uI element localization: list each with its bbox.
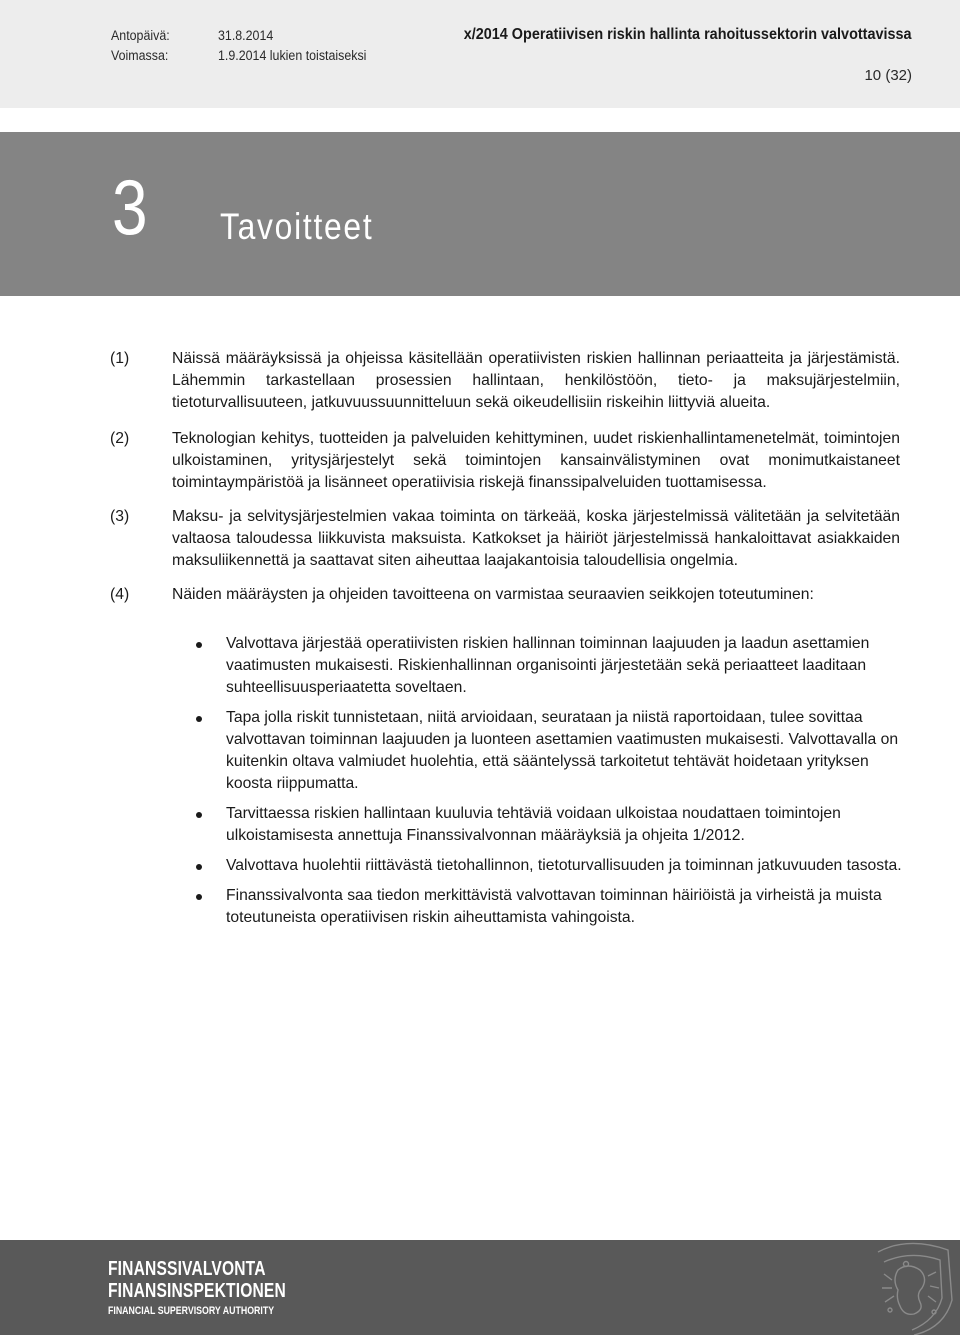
logo-line-finnish: FINANSSIVALVONTA [108, 1258, 266, 1280]
authority-logo [108, 1258, 336, 1318]
valid-from-value: 1.9.2014 lukien toistaiseksi [218, 48, 367, 63]
list-item [196, 803, 916, 847]
logo-line-swedish: FINANSINSPEKTIONEN [108, 1280, 286, 1302]
bullet-icon [196, 716, 202, 722]
bullet-icon [196, 894, 202, 900]
bullet-icon [196, 642, 202, 648]
list-item [196, 707, 916, 795]
list-item-text: Tapa jolla riskit tunnistetaan, niitä arvioidaan, seurataan ja niistä raportoidaan, tulee sovittaa valvottavan toiminnan laajuuden ja luonteen asettamien vaatimusten mukaisesti. Valvottavalla on kuitenkin oltava valmiudet huolehtia, että sääntelyssä tarkoitetut tehtävät hoidetaan yrityksen koosta riippumatta. [226, 709, 899, 792]
page-number: 10 (32) [864, 67, 912, 84]
list-item-text: Valvottava huolehtii riittävästä tietohallinnon, tietoturvallisuuden ja toiminnan jatkuvuuden tasosta. [226, 857, 902, 874]
paragraph-1 [110, 348, 900, 414]
list-item [196, 885, 916, 929]
paragraph-number: (1) [110, 350, 130, 367]
list-item [196, 855, 916, 877]
paragraph-2 [110, 428, 900, 494]
document-title: x/2014 Operatiivisen riskin hallinta rahoitussektorin valvottavissa [464, 26, 912, 43]
list-item [196, 633, 916, 699]
paragraph-4 [110, 584, 900, 606]
lion-coat-of-arms-icon [848, 1240, 960, 1335]
paragraph-number: (4) [110, 586, 130, 603]
paragraph-number: (2) [110, 430, 130, 447]
document-header [0, 0, 960, 108]
valid-from-label: Voimassa: [111, 48, 169, 63]
objectives-list [196, 633, 916, 937]
bullet-icon [196, 864, 202, 870]
logo-line-english: FINANCIAL SUPERVISORY AUTHORITY [108, 1305, 275, 1317]
bullet-icon [196, 812, 202, 818]
list-item-text: Finanssivalvonta saa tiedon merkittävistä valvottavan toiminnan häiriöistä ja virheistä ja muista toteutuneista operatiivisen riskin aiheuttamista vahingoista. [226, 887, 882, 926]
list-item-text: Tarvittaessa riskien hallintaan kuuluvia tehtäviä voidaan ulkoistaa noudattaen toimintojen ulkoistamisesta annettuja Finanssivalvonnan määräyksiä ja ohjeita 1/2012. [226, 805, 841, 844]
adopted-date-label: Antopäivä: [111, 28, 170, 43]
list-item-text: Valvottava järjestää operatiivisten riskien hallinnan toiminnan laajuuden ja laadun asettamien vaatimusten mukaisesti. Riskienhallinnan organisointi järjestetään sekä periaatteet laaditaan suhteellisuusperiaatetta soveltaen. [226, 635, 870, 696]
chapter-title: Tavoitteet [220, 206, 374, 247]
paragraph-text: Teknologian kehitys, tuotteiden ja palveluiden kehittyminen, uudet riskienhallintamenetelmät, toimintojen ulkoistaminen, yritysjärjestelyt sekä toimintojen kansainvälistyminen ovat monimutkaistaneet toimintaympäristöä ja lisänneet operatiivisia riskejä finanssipalveluiden tuottamisessa. [172, 430, 900, 491]
adopted-date-value: 31.8.2014 [218, 28, 274, 43]
paragraph-text: Maksu- ja selvitysjärjestelmien vakaa toiminta on tärkeää, koska järjestelmissä välitetään ja selvitetään valtaosa taloudessa liikkuvista maksuista. Katkokset ja häiriöt järjestelmissä hankaloittavat asiakkaiden maksuliikennettä ja saattavat siten aiheuttaa laajakantoisia taloudellisia ongelmia. [172, 508, 900, 569]
paragraph-text: Näissä määräyksissä ja ohjeissa käsitellään operatiivisten riskien hallinnan periaatteita ja järjestämistä. Lähemmin tarkastellaan prosessien hallintaan, henkilöstöön, tieto- ja maksujärjestelmiin, tietoturvallisuuteen, jatkuvuussuunnitteluun sekä oikeudellisiin riskeihin liittyviä alueita. [172, 350, 900, 411]
paragraph-3 [110, 506, 900, 572]
paragraph-text: Näiden määräysten ja ohjeiden tavoitteena on varmistaa seuraavien seikkojen toteutuminen: [172, 586, 814, 603]
chapter-number: 3 [112, 163, 148, 251]
paragraph-number: (3) [110, 508, 130, 525]
